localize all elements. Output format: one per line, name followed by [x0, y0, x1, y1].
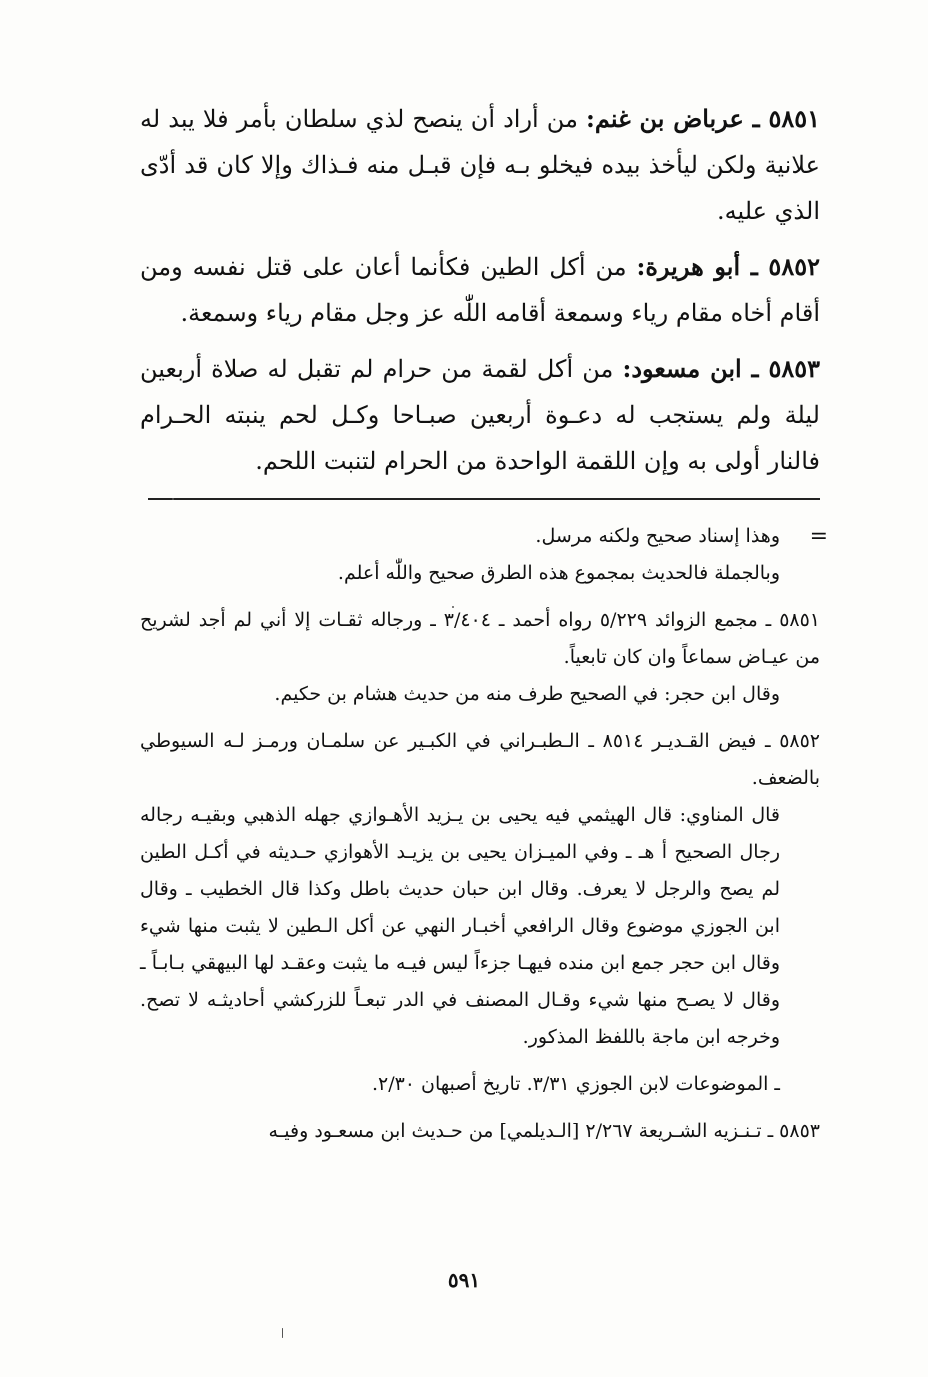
hadith-entry-5853	[140, 346, 820, 484]
footnote-5853: ٥٨٥٣ ـ تـنـزيه الشـريعة ٢/٢٦٧ [الـديلمي] من حـديث ابن مسعـود وفيـه	[268, 1120, 820, 1142]
entry-body: من أراد أن ينصح لذي سلطان بأمر فلا يبد له علانية ولكن ليأخذ بيده فيخلو بـه فإن قبـل منه فـذاك وإلا كان قد أدّى الذي عليه.	[140, 105, 820, 225]
entry-heading: ٥٨٥٢ ـ أبو هريرة:	[636, 252, 820, 281]
footnote-line: وقال ابن حجر: في الصحيح طرف منه من حديث هشام بن حكيم.	[274, 683, 780, 705]
footnote-line: وهذا إسناد صحيح ولكنه مرسل.	[535, 525, 780, 547]
main-text	[140, 96, 820, 494]
footnote-5852: ٥٨٥٢ ـ فيض القـديـر ٨٥١٤ ـ الـطبـراني في الكبـير عن سلمـان ورمـز لـه السيوطي بالضعف.	[140, 730, 821, 789]
continuation-mark: =	[809, 524, 828, 549]
footnote-line: وبالجملة فالحديث بمجموع هذه الطرق صحيح واللّٰه أعلم.	[337, 562, 780, 584]
scan-speck	[282, 1328, 283, 1338]
footnote-5851: ٥٨٥١ ـ مجمع الزوائد ٥/٢٢٩ رواه أحمد ـ ٣/٤٠٤ ـ ورجاله ثقـات إلا أني لم أجد لشريح من عيـاض سماعاً وان كان تابعياً.	[140, 609, 821, 668]
entry-heading: ٥٨٥٣ ـ ابن مسعود:	[622, 354, 820, 383]
footnote-divider	[148, 498, 820, 500]
footnote-line: قال المناوي: قال الهيثمي فيه يحيى بن يـزيد الأهـوازي جهله الذهبي وبقيـه رجاله رجال الصحيح أ هـ ـ وفي الميـزان يحيى بن يزيـد الأهوازي حـديثه في أكـل الطين لم يصح والرجل لا يعرف. وقال ابن حبان حديث باطل وكذا قال الخطيب ـ وقال ابن الجوزي موضوع وقال الرافعي أخبـار النهي عن أكل الـطين لا يثبت منها شيء وقال ابن حجر جمع ابن منده فيهـا جزءاً ليس فيـه ما يثبت وعقـد لها البيهقي بـابـاً ـ وقال لا يصـح منها شيء وقـال المصنف في الدر تبعـاً للزركشي أحاديثـه لا تصح. وخرجه ابن ماجة باللفظ المذكور.	[140, 804, 780, 1048]
entry-body: من أكل الطين فكأنما أعان على قتل نفسه ومن أقام أخاه مقام رياء وسمعة أقامه اللّٰه عز وجل مقام رياء وسمعة.	[140, 253, 820, 327]
footnote-line: ـ الموضوعات لابن الجوزي ٣/٣١. تاريخ أصبهان ٢/٣٠.	[371, 1073, 780, 1095]
scan-speck	[172, 498, 174, 500]
scan-speck	[452, 606, 454, 608]
entry-heading: ٥٨٥١ ـ عرباض بن غنم:	[586, 104, 820, 133]
hadith-entry-5851	[140, 96, 820, 234]
footnotes	[140, 518, 820, 1150]
hadith-entry-5852	[140, 244, 820, 336]
entry-body: من أكل لقمة من حرام لم تقبل له صلاة أربعين ليلة ولم يستجب له دعـوة أربعين صبـاحا وكـل لحم ينبته الحـرام فالنار أولى به وإن اللقمة الواحدة من الحرام لتنبت اللحم.	[140, 355, 820, 475]
page-number: ٥٩١	[447, 1268, 481, 1292]
